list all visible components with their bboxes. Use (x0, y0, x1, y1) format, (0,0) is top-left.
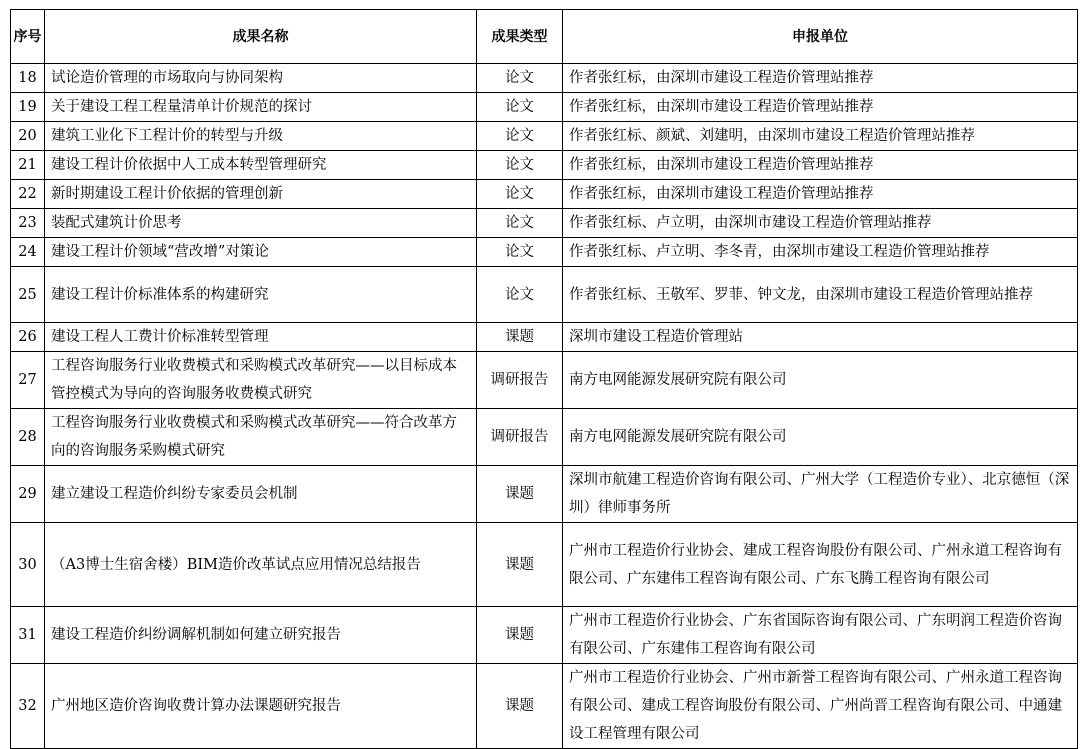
cell-name: 试论造价管理的市场取向与协同架构 (45, 64, 477, 93)
table-header-row (11, 10, 1078, 64)
table-row (11, 466, 1078, 523)
cell-no: 24 (11, 238, 45, 267)
cell-unit: 作者张红标，由深圳市建设工程造价管理站推荐 (563, 93, 1078, 122)
cell-type: 课题 (477, 607, 563, 664)
cell-unit: 广州市工程造价行业协会、广东省国际咨询有限公司、广东明润工程造价咨询有限公司、广东建伟工程咨询有限公司 (563, 607, 1078, 664)
cell-no: 18 (11, 64, 45, 93)
cell-no: 25 (11, 267, 45, 323)
cell-unit: 深圳市航建工程造价咨询有限公司、广州大学（工程造价专业）、北京德恒（深圳）律师事务所 (563, 466, 1078, 523)
cell-type: 论文 (477, 151, 563, 180)
cell-type: 论文 (477, 180, 563, 209)
cell-no: 27 (11, 352, 45, 409)
cell-type: 论文 (477, 209, 563, 238)
cell-unit: 广州市工程造价行业协会、广州市新誉工程咨询有限公司、广州永道工程咨询有限公司、建成工程咨询股份有限公司、广州尚晋工程咨询有限公司、中通建设工程管理有限公司 (563, 664, 1078, 749)
table-row (11, 352, 1078, 409)
cell-no: 20 (11, 122, 45, 151)
cell-no: 32 (11, 664, 45, 749)
cell-name: 广州地区造价咨询收费计算办法课题研究报告 (45, 664, 477, 749)
cell-no: 28 (11, 409, 45, 466)
table-row (11, 664, 1078, 749)
cell-name: 工程咨询服务行业收费模式和采购模式改革研究——符合改革方向的咨询服务采购模式研究 (45, 409, 477, 466)
cell-no: 30 (11, 523, 45, 607)
table-row (11, 209, 1078, 238)
cell-unit: 深圳市建设工程造价管理站 (563, 323, 1078, 352)
cell-type: 课题 (477, 664, 563, 749)
cell-name: 建设工程造价纠纷调解机制如何建立研究报告 (45, 607, 477, 664)
cell-name: 建设工程计价依据中人工成本转型管理研究 (45, 151, 477, 180)
table-row (11, 607, 1078, 664)
table-row (11, 267, 1078, 323)
header-name: 成果名称 (45, 10, 477, 64)
cell-name: 关于建设工程工程量清单计价规范的探讨 (45, 93, 477, 122)
table-row (11, 180, 1078, 209)
cell-unit: 作者张红标、颜斌、刘建明，由深圳市建设工程造价管理站推荐 (563, 122, 1078, 151)
cell-name: 建立建设工程造价纠纷专家委员会机制 (45, 466, 477, 523)
table-row (11, 523, 1078, 607)
results-table (10, 9, 1078, 749)
cell-name: 建设工程计价领域“营改增”对策论 (45, 238, 477, 267)
table-row (11, 64, 1078, 93)
header-no: 序号 (11, 10, 45, 64)
cell-unit: 南方电网能源发展研究院有限公司 (563, 352, 1078, 409)
cell-no: 21 (11, 151, 45, 180)
header-unit: 申报单位 (563, 10, 1078, 64)
cell-no: 22 (11, 180, 45, 209)
cell-no: 31 (11, 607, 45, 664)
cell-name: 新时期建设工程计价依据的管理创新 (45, 180, 477, 209)
cell-unit: 作者张红标、卢立明、李冬青，由深圳市建设工程造价管理站推荐 (563, 238, 1078, 267)
cell-type: 论文 (477, 238, 563, 267)
cell-type: 论文 (477, 64, 563, 93)
cell-name: （A3博士生宿舍楼）BIM造价改革试点应用情况总结报告 (45, 523, 477, 607)
table-row (11, 122, 1078, 151)
cell-no: 26 (11, 323, 45, 352)
table-row (11, 93, 1078, 122)
cell-type: 论文 (477, 122, 563, 151)
cell-name: 建筑工业化下工程计价的转型与升级 (45, 122, 477, 151)
cell-unit: 作者张红标，由深圳市建设工程造价管理站推荐 (563, 180, 1078, 209)
cell-type: 论文 (477, 93, 563, 122)
table-row (11, 323, 1078, 352)
cell-name: 装配式建筑计价思考 (45, 209, 477, 238)
cell-unit: 作者张红标、王敬军、罗菲、钟文龙，由深圳市建设工程造价管理站推荐 (563, 267, 1078, 323)
table-body (11, 64, 1078, 749)
cell-name: 建设工程计价标准体系的构建研究 (45, 267, 477, 323)
cell-no: 29 (11, 466, 45, 523)
table-row (11, 238, 1078, 267)
header-type: 成果类型 (477, 10, 563, 64)
cell-type: 论文 (477, 267, 563, 323)
cell-type: 课题 (477, 466, 563, 523)
cell-unit: 南方电网能源发展研究院有限公司 (563, 409, 1078, 466)
cell-unit: 作者张红标，由深圳市建设工程造价管理站推荐 (563, 64, 1078, 93)
cell-name: 工程咨询服务行业收费模式和采购模式改革研究——以目标成本管控模式为导向的咨询服务收费模式研究 (45, 352, 477, 409)
cell-no: 19 (11, 93, 45, 122)
cell-type: 课题 (477, 323, 563, 352)
cell-type: 调研报告 (477, 352, 563, 409)
cell-unit: 作者张红标、卢立明，由深圳市建设工程造价管理站推荐 (563, 209, 1078, 238)
cell-unit: 作者张红标，由深圳市建设工程造价管理站推荐 (563, 151, 1078, 180)
cell-name: 建设工程人工费计价标准转型管理 (45, 323, 477, 352)
cell-type: 课题 (477, 523, 563, 607)
table-row (11, 409, 1078, 466)
cell-type: 调研报告 (477, 409, 563, 466)
table-row (11, 151, 1078, 180)
cell-unit: 广州市工程造价行业协会、建成工程咨询股份有限公司、广州永道工程咨询有限公司、广东建伟工程咨询有限公司、广东飞腾工程咨询有限公司 (563, 523, 1078, 607)
cell-no: 23 (11, 209, 45, 238)
